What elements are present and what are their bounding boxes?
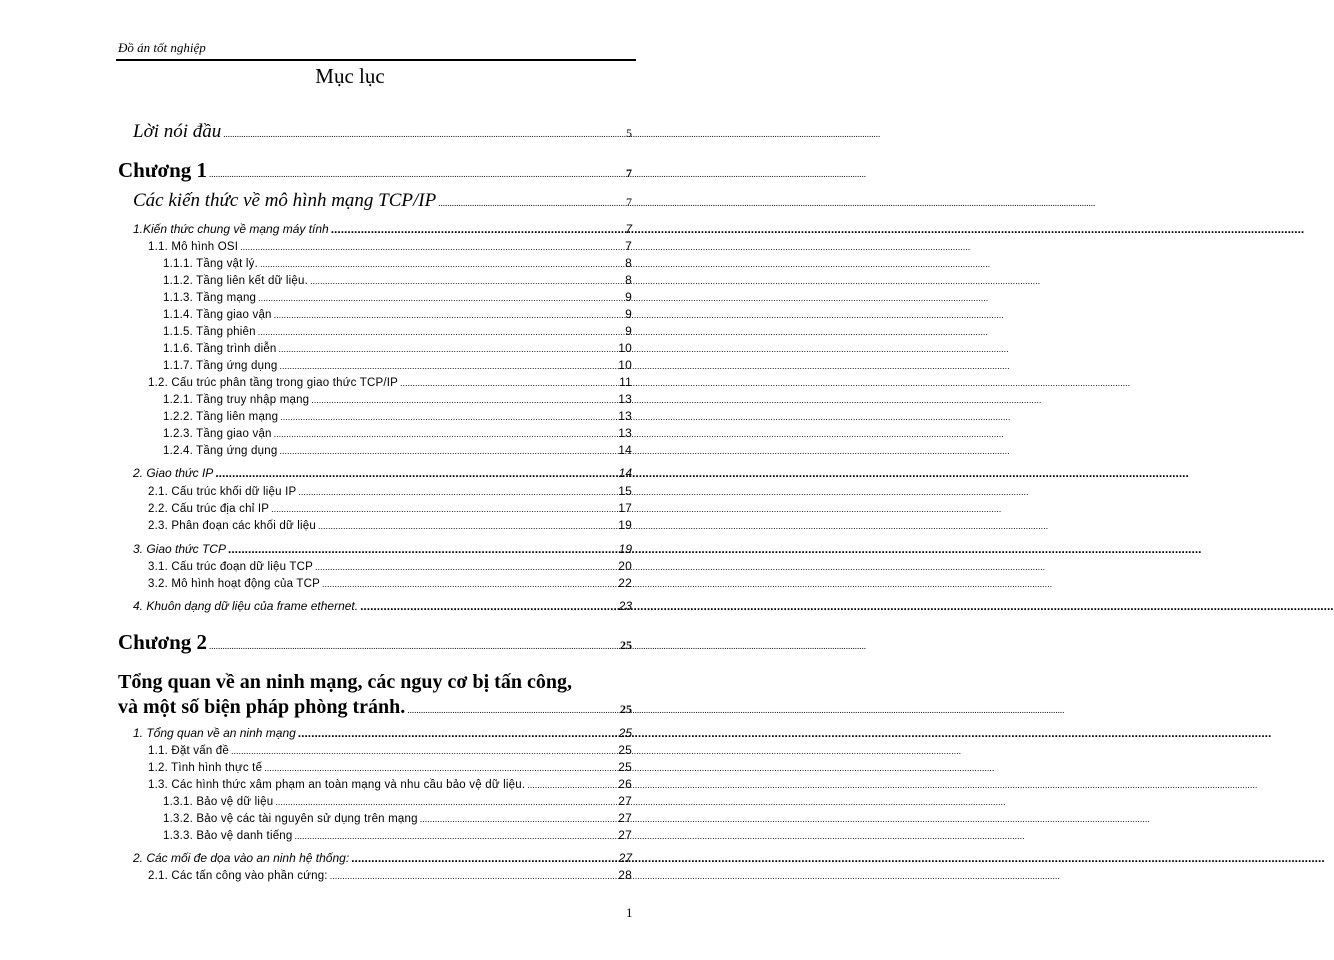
dot-leader [527, 781, 616, 790]
toc-page-number: 25 [618, 743, 632, 757]
page-number: 1 [626, 905, 633, 920]
toc-page-number: 11 [619, 375, 632, 389]
toc-page-number: 27 [618, 851, 632, 865]
toc-entry-text: 1.2.2. Tầng liên mạng [163, 411, 279, 423]
toc-entry-text: 1.1.6. Tầng trình diễn [163, 343, 277, 355]
dot-leader [294, 832, 616, 841]
dot-leader [351, 852, 616, 864]
dot-leader [438, 199, 624, 208]
toc-page-number: 7 [626, 195, 632, 209]
dot-leader [271, 505, 616, 514]
toc-entry-subsubsection[interactable] [163, 359, 632, 373]
toc-entry-text: 3.2. Mô hình hoạt động của TCP [148, 578, 321, 590]
toc-chapter-1[interactable] [118, 160, 632, 181]
toc-page-number: 27 [618, 794, 632, 808]
chapter-label: Chương 1 [118, 158, 208, 182]
toc-entry-subsubsection[interactable] [163, 393, 632, 407]
toc-page-number: 9 [625, 307, 632, 321]
toc-entry-text: 2. Giao thức IP [133, 466, 214, 480]
toc-chapter-2[interactable] [118, 632, 632, 653]
toc-entry-text: 1.1. Đặt vấn đề [148, 745, 229, 757]
toc-entry-text: 1.1.7. Tầng ứng dụng [163, 360, 278, 372]
dot-leader [264, 764, 616, 773]
dot-leader [215, 467, 616, 479]
toc-entry-text: 1.3.1. Bảo vệ dữ liệu [163, 796, 274, 808]
toc-entry-subsection[interactable] [148, 376, 632, 390]
toc-page-number: 8 [625, 256, 632, 270]
dot-leader [400, 379, 617, 388]
dot-leader [258, 328, 623, 337]
dot-leader [209, 642, 618, 651]
dot-leader [330, 872, 617, 881]
toc-page-number: 10 [618, 358, 632, 372]
toc-page-number: 27 [618, 811, 632, 825]
toc-entry-subsubsection[interactable] [163, 427, 632, 441]
dot-leader [279, 362, 616, 371]
chapter-label: Chương 2 [118, 630, 208, 654]
toc-page-number: 7 [625, 239, 632, 253]
toc-entry-text: 1.Kiến thức chung về mạng máy tính [133, 222, 329, 236]
toc-entry-text: 3.1. Cấu trúc đoạn dữ liệu TCP [148, 561, 313, 573]
toc-page-number: 13 [618, 409, 632, 423]
toc-entry-subsubsection[interactable] [163, 257, 632, 271]
toc-entry-text: 1.1.5. Tầng phiên [163, 326, 256, 338]
dot-leader [298, 727, 617, 739]
dot-leader [279, 447, 616, 456]
toc-page-number: 7 [625, 222, 632, 236]
toc-entry-section[interactable] [133, 467, 632, 479]
toc-entry-section[interactable] [133, 600, 632, 612]
toc-entry-text: 1.1.3. Tầng mạng [163, 292, 257, 304]
toc-page-number: 23 [618, 599, 632, 613]
toc-entry-text: 1.3.3. Bảo vệ danh tiếng [163, 830, 293, 842]
dot-leader [311, 396, 616, 405]
toc-entry-text: 2.1. Các tấn công vào phần cứng: [148, 870, 328, 882]
running-header: Đồ án tốt nghiệp [118, 40, 206, 55]
toc-page-number: 25 [620, 702, 632, 716]
toc-entry-subsection[interactable] [148, 577, 632, 591]
dot-leader [228, 543, 617, 555]
dot-leader [280, 413, 616, 422]
toc-page-number: 15 [618, 484, 632, 498]
toc-page-number: 5 [626, 126, 632, 140]
toc-page-number: 10 [618, 341, 632, 355]
toc-page-number: 25 [618, 726, 632, 740]
toc-chapter-2-title[interactable] [118, 697, 632, 717]
toc-entry-section[interactable] [133, 727, 632, 739]
toc-entry-text: 1.2. Cấu trúc phân tầng trong giao thức TCP/IP [148, 377, 399, 389]
toc-page-number: 9 [625, 290, 632, 304]
toc-chapter-1-title[interactable] [133, 191, 632, 210]
dot-leader [315, 563, 616, 572]
toc-entry-text: 4. Khuôn dạng dữ liệu của frame ethernet. [133, 599, 359, 613]
toc-entry-text: 1.3.2. Bảo vệ các tài nguyên sử dụng trên mạng [163, 813, 418, 825]
toc-page-number: 20 [618, 559, 632, 573]
toc-entry-preface[interactable] [133, 122, 632, 141]
toc-page-number: 25 [620, 638, 632, 652]
dot-leader [240, 243, 623, 252]
dot-leader [310, 277, 623, 286]
toc-entry-subsubsection[interactable] [163, 308, 632, 322]
toc-entry-text: 1. Tổng quan về an ninh mạng [133, 726, 296, 740]
toc-page-number: 8 [625, 273, 632, 287]
toc-page-number: 9 [625, 324, 632, 338]
toc-entry-subsubsection[interactable] [163, 829, 632, 843]
toc-entry-subsection[interactable] [148, 502, 632, 516]
header-rule [116, 59, 636, 61]
chapter-2-title-line-1[interactable]: Tổng quan về an ninh mạng, các nguy cơ bị tấn công, [118, 671, 572, 693]
toc-entry-subsection[interactable] [148, 485, 632, 499]
chapter-title: và một số biện pháp phòng tránh. [118, 696, 406, 718]
toc-entry-subsection[interactable] [148, 519, 632, 533]
toc-page-number: 17 [618, 501, 632, 515]
chapter-title: Các kiến thức về mô hình mạng TCP/IP [133, 190, 437, 211]
dot-leader [258, 294, 623, 303]
toc-entry-text: 1.1.4. Tầng giao vận [163, 309, 272, 321]
dot-leader [209, 170, 624, 179]
dot-leader [231, 747, 616, 756]
toc-entry-text: 1.3. Các hình thức xâm phạm an toàn mạng và nhu cầu bảo vệ dữ liệu. [148, 779, 526, 791]
toc-entry-text: 1.1. Mô hình OSI [148, 241, 239, 253]
toc-page-number: 14 [618, 443, 632, 457]
toc-entry-text: 1.2. Tình hình thực tế [148, 762, 263, 774]
toc-entry-subsubsection[interactable] [163, 325, 632, 339]
dot-leader [360, 600, 617, 612]
dot-leader [260, 260, 623, 269]
dot-leader [279, 345, 617, 354]
toc-entry-subsection[interactable] [148, 744, 632, 758]
toc-page-number: 13 [618, 392, 632, 406]
toc-entry-subsubsection[interactable] [163, 812, 632, 826]
toc-entry-text: Lời nói đầu [133, 121, 222, 142]
toc-page-number: 26 [618, 777, 632, 791]
toc-page-number: 28 [618, 868, 632, 882]
toc-entry-subsubsection[interactable] [163, 410, 632, 424]
dot-leader [322, 580, 616, 589]
toc-entry-text: 1.1.1. Tầng vật lý. [163, 258, 259, 270]
toc-entry-subsection[interactable] [148, 778, 632, 792]
toc-entry-text: 2.3. Phân đoạn các khối dữ liệu [148, 520, 316, 532]
toc-page-number: 19 [618, 518, 632, 532]
toc-entry-subsection[interactable] [148, 761, 632, 775]
toc-page-number: 14 [618, 466, 632, 480]
toc-entry-subsection[interactable] [148, 240, 632, 254]
toc-entry-subsubsection[interactable] [163, 291, 632, 305]
toc-entry-text: 1.2.3. Tầng giao vận [163, 428, 272, 440]
toc-page-number: 19 [618, 542, 632, 556]
toc-entry-subsubsection[interactable] [163, 274, 632, 288]
toc-page-number: 13 [618, 426, 632, 440]
toc-entry-text: 1.1.2. Tầng liên kết dữ liệu. [163, 275, 308, 287]
toc-title: Mục lục [315, 64, 385, 88]
dot-leader [331, 223, 624, 235]
toc-entry-section[interactable] [133, 223, 632, 235]
toc-entry-subsection[interactable] [148, 869, 632, 883]
toc-page-number: 27 [618, 828, 632, 842]
dot-leader [223, 130, 624, 139]
dot-leader [407, 706, 618, 715]
dot-leader [420, 815, 617, 824]
toc-entry-subsection[interactable] [148, 560, 632, 574]
dot-leader [275, 798, 616, 807]
toc-entry-text: 2. Các mối đe dọa vào an ninh hệ thống: [133, 851, 350, 865]
dot-leader [318, 522, 616, 531]
toc-entry-text: 2.1. Cấu trúc khối dữ liệu IP [148, 486, 297, 498]
toc-entry-text: 3. Giao thức TCP [133, 542, 226, 556]
toc-entry-subsubsection[interactable] [163, 342, 632, 356]
toc-page-number: 22 [618, 576, 632, 590]
toc-page-number: 7 [626, 166, 632, 180]
dot-leader [298, 488, 616, 497]
dot-leader [274, 430, 617, 439]
toc-entry-section[interactable] [133, 852, 632, 864]
toc-entry-subsubsection[interactable] [163, 795, 632, 809]
toc-entry-text: 2.2. Cấu trúc địa chỉ IP [148, 503, 270, 515]
toc-entry-text: 1.2.1. Tầng truy nhập mạng [163, 394, 310, 406]
toc-page-number: 25 [618, 760, 632, 774]
dot-leader [274, 311, 623, 320]
toc-entry-subsubsection[interactable] [163, 444, 632, 458]
toc-entry-text: 1.2.4. Tầng ứng dụng [163, 445, 278, 457]
toc-entry-section[interactable] [133, 543, 632, 555]
